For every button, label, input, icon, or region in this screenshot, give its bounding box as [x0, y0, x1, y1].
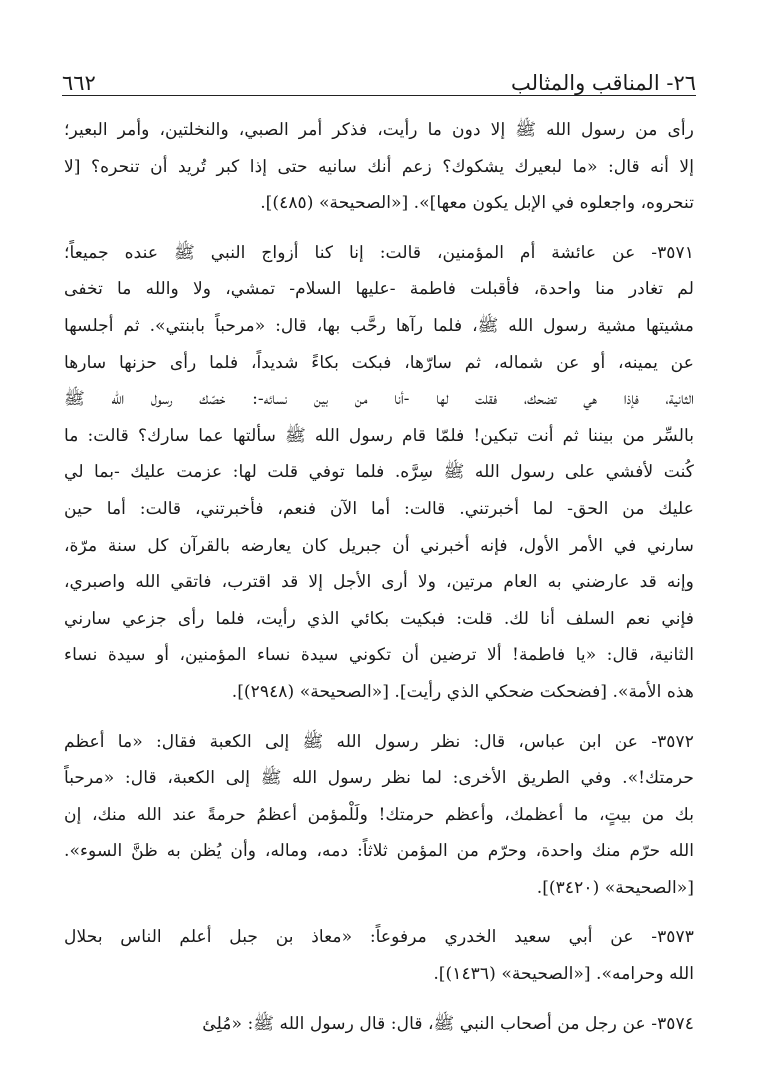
text-line: بك من بيتٍ، ما أعظمك، وأعظم حرمتك! ولَلْمؤمن أعظمُ حرمةً عند الله منك، إن: [64, 804, 694, 825]
text-line: لم تغادر منا واحدة، فأقبلت فاطمة -عليها السلام- تمشي، ولا والله ما تخفى: [64, 279, 694, 300]
text-line: سارني في الأمر الأول، فإنه أخبرني أن جبريل كان يعارضه بالقرآن كل سنة مرّة،: [64, 535, 694, 556]
page-number: ٦٦٢: [62, 71, 96, 95]
text-line: عن يمينه، أو عن شماله، ثم سارّها، فبكت بكاءً شديداً، فلما رأى حزنها سارها: [64, 352, 694, 373]
hadith-paragraph: [64, 724, 694, 907]
text-line: ٣٥٧٣- عن أبي سعيد الخدري مرفوعاً: «معاذ بن جبل أعلم الناس بحلال: [64, 927, 694, 948]
text-line: ٣٥٧٢- عن ابن عباس، قال: نظر رسول الله ﷺ إلى الكعبة فقال: «ما أعظم: [64, 731, 694, 752]
text-line: ٣٥٧١- عن عائشة أم المؤمنين، قالت: إنا كنا أزواج النبي ﷺ عنده جميعاً؛: [64, 242, 694, 263]
chapter-title: ٢٦- المناقب والمثالب: [510, 71, 696, 95]
hadith-paragraph: [64, 919, 694, 992]
text-line: الثانية، قال: «يا فاطمة! ألا ترضين أن تكوني سيدة نساء المؤمنين، أو سيدة نساء: [64, 645, 694, 666]
text-line: فإني نعم السلف أنا لك. قلت: فبكيت بكائي الذي رأيت، فلما رأى جزعي سارني: [64, 608, 694, 629]
text-line: حرمتك!». وفي الطريق الأخرى: لما نظر رسول الله ﷺ إلى الكعبة، قال: «مرحباً: [64, 768, 694, 789]
text-line: وإنه قد عارضني به العام مرتين، ولا أرى الأجل إلا قد اقترب، فاتقي الله واصبري،: [64, 572, 694, 593]
hadith-paragraph: [64, 235, 694, 711]
text-line: مشيتها مشية رسول الله ﷺ، فلما رآها رحَّب بها، قال: «مرحباً بابنتي». ثم أجلسها: [64, 315, 694, 336]
text-line: بالسِّر من بيننا ثم أنت تبكين! فلمّا قام رسول الله ﷺ سألتها عما سارك؟ قالت: ما: [64, 425, 694, 446]
text-line: رأى من رسول الله ﷺ إلا دون ما رأيت، فذكر أمر الصبي، والنخلتين، وأمر البعير؛: [64, 120, 694, 140]
text-line: عليك من الحق- لما أخبرتني. قالت: أما الآن فنعم، فأخبرتني، قالت: أما حين: [64, 498, 694, 519]
text-line: الله وحرامه». [«الصحيحة» (١٤٣٦)].: [433, 964, 694, 985]
page-body: [64, 112, 694, 1055]
text-line: هذه الأمة». [فضحكت ضحكي الذي رأيت]. [«الصحيحة» (٢٩٤٨)].: [231, 681, 694, 702]
text-line: [«الصحيحة» (٣٤٢٠)].: [536, 877, 694, 898]
text-line: ٣٥٧٤- عن رجل من أصحاب النبي ﷺ، قال: قال رسول الله ﷺ: «مُلِئ: [202, 1013, 694, 1034]
hadith-paragraph: [64, 112, 694, 222]
header-rule: [62, 95, 696, 96]
running-header: [62, 54, 696, 94]
text-line: كُنت لأفشي على رسول الله ﷺ سِرَّه. فلما توفي قلت لها: عزمت عليك -بما لي: [64, 462, 694, 483]
text-line: الثانية، فإذا هي تضحك، فقلت لها -أنا من بين نسائه-: خصّك رسول الله ﷺ: [64, 389, 694, 410]
text-line: إلا أنه قال: «ما لبعيرك يشكوك؟ زعم أنك سانيه حتى إذا كبر تُريد أن تنحره؟ [لا: [64, 156, 694, 177]
text-line: تنحروه، واجعلوه في الإبل يكون معها]». [«الصحيحة» (٤٨٥)].: [260, 193, 694, 214]
text-line: الله حرّم منك واحدة، وحرّم من المؤمن ثلاثاً: دمه، وماله، وأن يُظن به ظنَّ السوء».: [64, 841, 694, 862]
hadith-paragraph: [64, 1006, 694, 1043]
